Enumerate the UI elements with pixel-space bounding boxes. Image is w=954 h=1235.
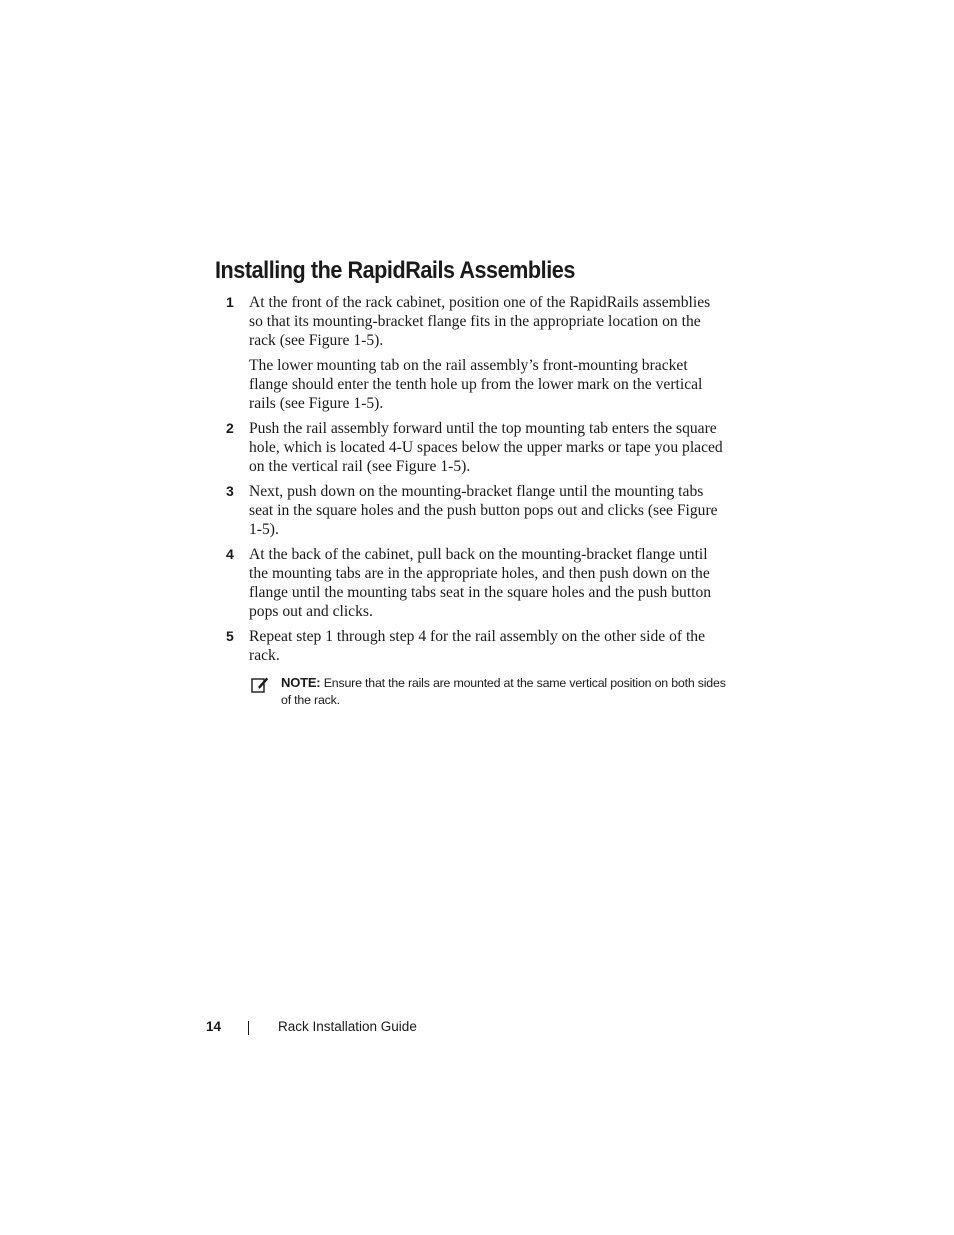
step-4: [226, 545, 726, 621]
pencil-note-icon: [251, 675, 269, 693]
note-body: Ensure that the rails are mounted at the same vertical position on both sides of the rack.: [281, 676, 726, 707]
step-text: Repeat step 1 through step 4 for the rail assembly on the other side of the rack.: [249, 628, 706, 664]
footer-divider: [248, 1021, 249, 1035]
note-text: [281, 674, 726, 709]
step-number: 4: [226, 546, 234, 562]
step-number: 2: [226, 420, 234, 436]
step-text: At the back of the cabinet, pull back on the mounting-bracket flange until the mounting tabs are in the appropriate holes, and then push down on the flange until the mounting tabs seat in the square holes and the push button pops out and clicks.: [249, 546, 712, 620]
note-label: NOTE:: [281, 675, 321, 690]
step-text: At the front of the rack cabinet, position one of the RapidRails assemblies so that its mounting-bracket flange fits in the appropriate location on the rack (see Figure 1-5).: [249, 294, 711, 349]
step-3: [226, 482, 726, 539]
step-1: [226, 293, 726, 413]
page-title: Installing the RapidRails Assemblies: [215, 257, 575, 284]
procedure-steps: [226, 293, 726, 709]
step-number: 1: [226, 294, 234, 310]
note-callout: [249, 674, 726, 709]
page-number: 14: [206, 1019, 222, 1034]
step-text: Next, push down on the mounting-bracket flange until the mounting tabs seat in the square holes and the push button pops out and clicks (see Figure 1-5).: [249, 483, 718, 538]
document-title: Rack Installation Guide: [278, 1019, 417, 1034]
step-detail-text: The lower mounting tab on the rail assembly’s front-mounting bracket flange should enter the tenth hole up from the lower mark on the vertical rails (see Figure 1-5).: [249, 357, 703, 412]
step-5: [226, 627, 726, 665]
step-2: [226, 419, 726, 476]
step-number: 3: [226, 483, 234, 499]
step-text: Push the rail assembly forward until the top mounting tab enters the square hole, which is located 4-U spaces below the upper marks or tape you placed on the vertical rail (see Figure 1-5).: [249, 420, 723, 475]
step-number: 5: [226, 628, 234, 644]
